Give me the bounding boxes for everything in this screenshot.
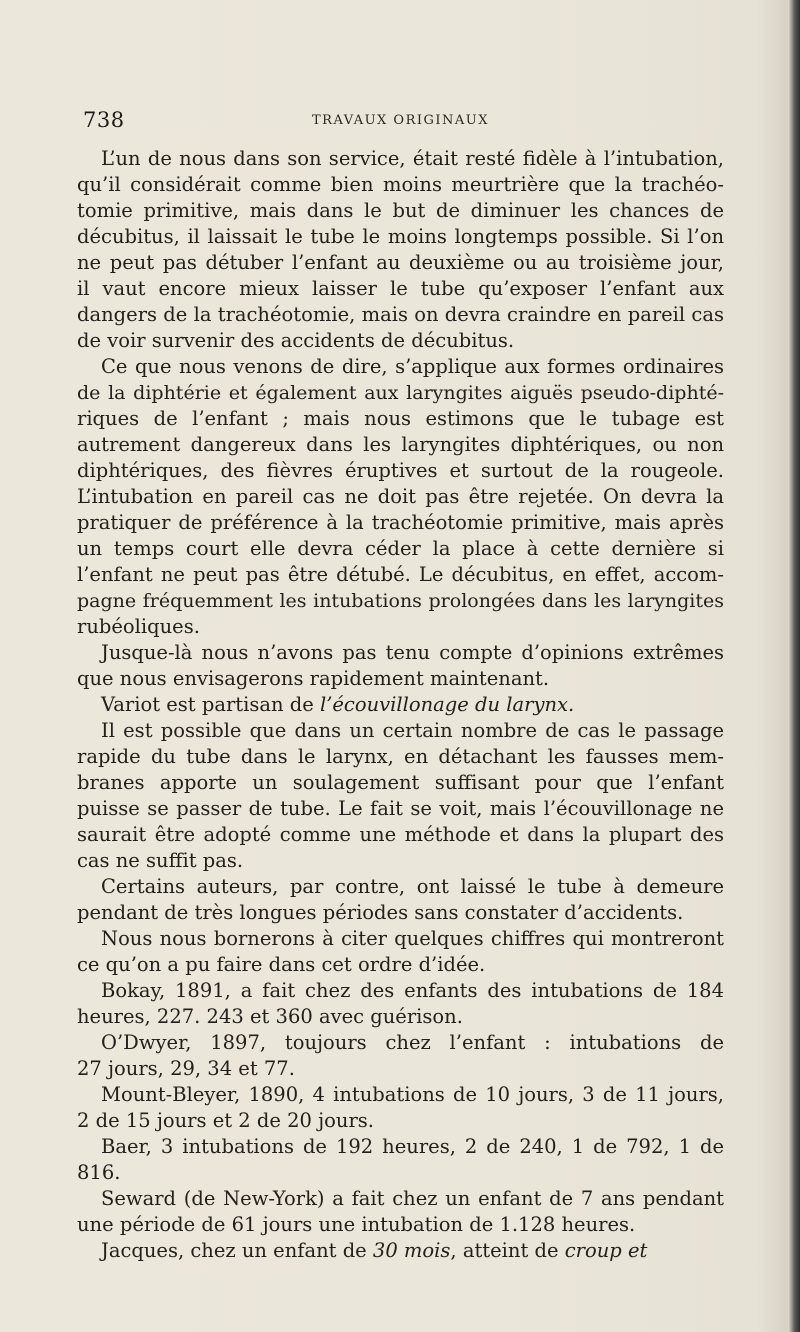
text-line: décubitus, il laissait le tube le moins longtemps possible. Si l’on — [77, 225, 724, 248]
page-number: 738 — [83, 108, 125, 132]
text-line: 2 de 15 jours et 2 de 20 jours. — [77, 1109, 374, 1132]
text-line: Certains auteurs, par contre, ont laissé le tube à demeure — [101, 875, 724, 898]
text-line: Nous nous bornerons à citer quelques chiffres qui montreront — [101, 927, 724, 950]
text-line: branes apporte un soulagement suffisant pour que l’enfant — [77, 771, 724, 794]
text-line: Seward (de New-York) a fait chez un enfant de 7 ans pendant — [101, 1187, 724, 1210]
text-line: puisse se passer de tube. Le fait se voit, mais l’écouvillonage ne — [77, 797, 724, 820]
text-line: ne peut pas détuber l’enfant au deuxième ou au troisième jour, — [77, 251, 724, 274]
text-line: de la diphtérie et également aux laryngites aiguës pseudo-diphté- — [77, 382, 724, 404]
text-line: 816. — [77, 1161, 121, 1184]
text-run: , atteint de — [450, 1239, 565, 1262]
text-line: Mount-Bleyer, 1890, 4 intubations de 10 jours, 3 de 11 jours, — [101, 1083, 724, 1106]
text-line: tomie primitive, mais dans le but de diminuer les chances de — [77, 199, 724, 222]
italic-phrase: 30 mois — [372, 1239, 451, 1262]
text-line: pratiquer de préférence à la trachéotomie primitive, mais après — [77, 511, 724, 534]
text-line: autrement dangereux dans les laryngites diphtériques, ou non — [77, 433, 724, 456]
text-line: saurait être adopté comme une méthode et dans la plupart des — [77, 823, 724, 846]
text-line: L’intubation en pareil cas ne doit pas être rejetée. On devra la — [77, 485, 724, 508]
text-line — [77, 1238, 724, 1264]
text-line: de voir survenir des accidents de décubitus. — [77, 329, 515, 352]
text-line: heures, 227. 243 et 360 avec guérison. — [77, 1005, 463, 1028]
text-line: diphtériques, des fièvres éruptives et surtout de la rougeole. — [77, 459, 724, 482]
text-line: L’un de nous dans son service, était resté fidèle à l’intubation, — [101, 147, 724, 170]
text-line: que nous envisagerons rapidement maintenant. — [77, 667, 550, 690]
text-run: Jacques, chez un enfant de — [101, 1239, 373, 1262]
text-line: rapide du tube dans le larynx, en détachant les fausses mem- — [77, 745, 724, 768]
text-line: ce qu’on a pu faire dans cet ordre d’idée. — [77, 953, 486, 976]
page-edge-shadow — [758, 0, 788, 1332]
text-line: Bokay, 1891, a fait chez des enfants des intubations de 184 — [101, 979, 724, 1002]
text-line: rubéoliques. — [77, 615, 200, 638]
text-line: pagne fréquemment les intubations prolongées dans les laryngites — [77, 590, 724, 612]
text-line: qu’il considérait comme bien moins meurtrière que la trachéo- — [77, 173, 724, 196]
book-binding-edge — [788, 0, 800, 1332]
text-line: cas ne suffit pas. — [77, 849, 244, 872]
italic-phrase: croup et — [564, 1239, 648, 1262]
text-line: riques de l’enfant ; mais nous estimons que le tubage est — [77, 407, 724, 430]
text-line: une période de 61 jours une intubation de 1.128 heures. — [77, 1213, 636, 1236]
body-text — [77, 146, 724, 1264]
text-line: pendant de très longues périodes sans constater d’accidents. — [77, 901, 684, 924]
text-line: dangers de la trachéotomie, mais on devra craindre en pareil cas — [77, 303, 724, 326]
text-line — [77, 692, 724, 718]
text-line: l’enfant ne peut pas être détubé. Le décubitus, en effet, accom- — [77, 563, 724, 586]
italic-phrase: l’écouvillonage du larynx. — [319, 693, 575, 716]
text-line: il vaut encore mieux laisser le tube qu’exposer l’enfant aux — [77, 277, 724, 300]
text-line: un temps court elle devra céder la place à cette dernière si — [77, 537, 724, 560]
running-title: TRAVAUX ORIGINAUX — [312, 113, 490, 128]
page-header — [0, 108, 800, 144]
text-line: Il est possible que dans un certain nombre de cas le passage — [101, 719, 724, 742]
text-line: O’Dwyer, 1897, toujours chez l’enfant : intubations de — [101, 1031, 724, 1054]
text-run: Variot est partisan de — [101, 693, 320, 716]
text-line: Ce que nous venons de dire, s’applique aux formes ordinaires — [101, 355, 724, 378]
text-line: Jusque-là nous n’avons pas tenu compte d’opinions extrêmes — [101, 641, 724, 664]
text-line: 27 jours, 29, 34 et 77. — [77, 1057, 295, 1080]
text-line: Baer, 3 intubations de 192 heures, 2 de 240, 1 de 792, 1 de — [101, 1135, 724, 1158]
